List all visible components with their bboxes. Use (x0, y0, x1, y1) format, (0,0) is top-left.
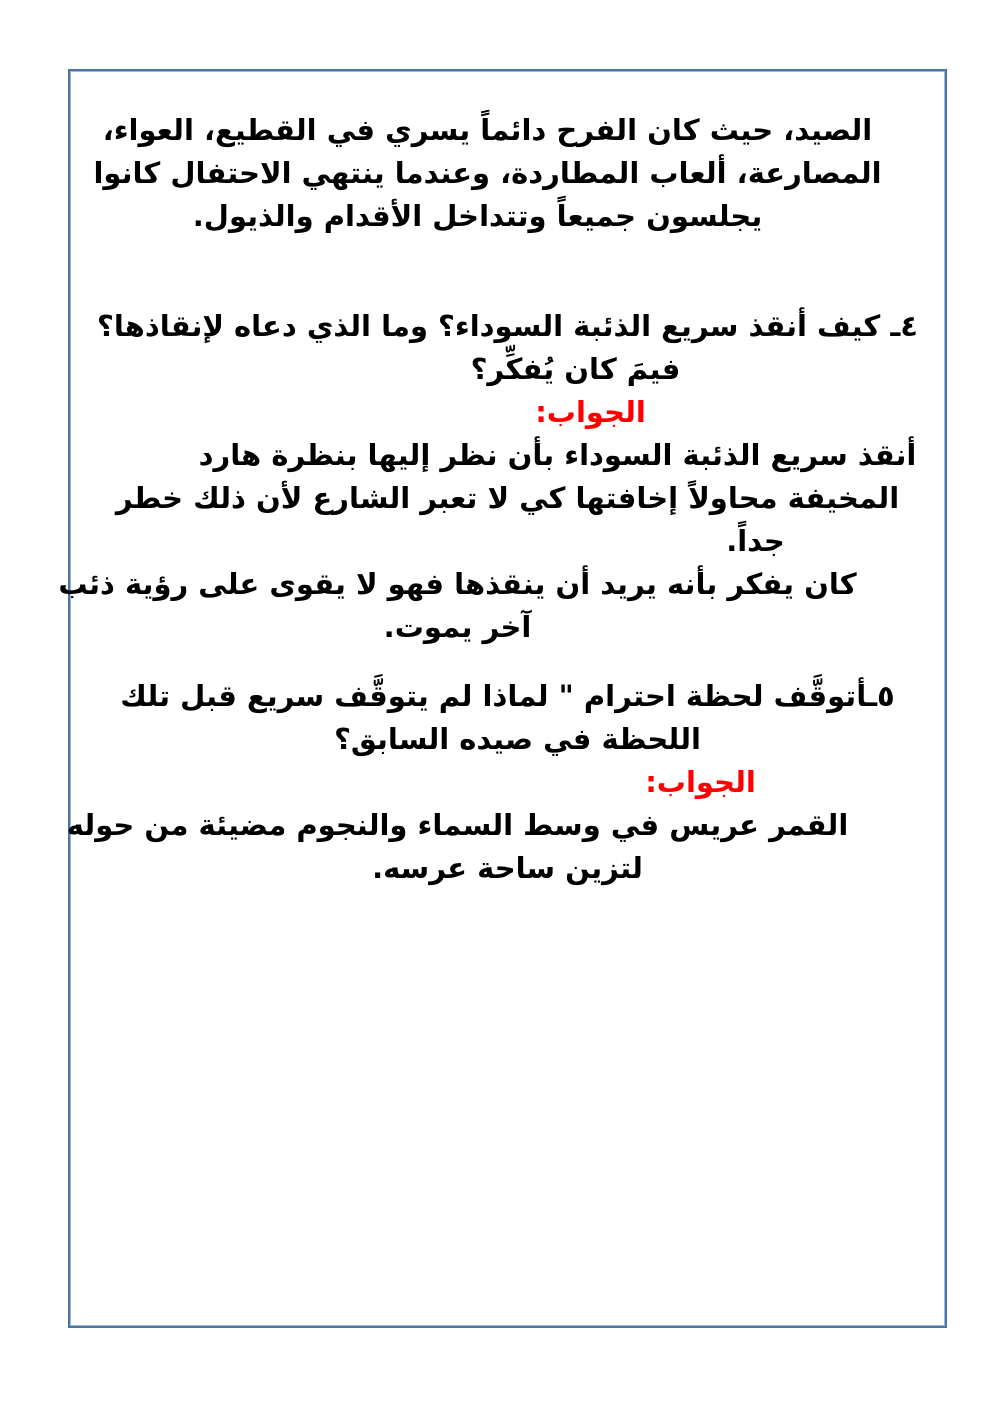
question-5-answer-label: الجواب: (645, 765, 756, 799)
question-4-answer-line-4: كان يفكر بأنه يريد أن ينقذها فهو لا يقوى على رؤية ذئب (58, 567, 857, 601)
intro-line-3: يجلسون جميعاً وتتداخل الأقدام والذيول. (192, 199, 763, 233)
document-content (58, 71, 945, 890)
question-5-line-1: ٥ـأتوقَّف لحظة احترام " لماذا لم يتوقَّف سريع قبل تلك (120, 679, 895, 713)
intro-line-1: الصيد، حيث كان الفرح دائماً يسري في القطيع، العواء، (102, 113, 873, 147)
question-4-line-2: فيمَ كان يُفكِّر؟ (470, 352, 681, 386)
page-border (58, 69, 947, 1328)
question-5-answer-line-2: لتزين ساحة عرسه. (372, 851, 643, 885)
question-4-answer-label: الجواب: (535, 395, 646, 429)
intro-line-2: المصارعة، ألعاب المطاردة، وعندما ينتهي الاحتفال كانوا (93, 156, 882, 190)
question-5-block (66, 675, 945, 890)
question-4-line-1: ٤ـ كيف أنقذ سريع الذئبة السوداء؟ وما الذي دعاه لإنقاذها؟ (97, 309, 918, 343)
question-5-answer-line-1: القمر عريس في وسط السماء والنجوم مضيئة من حوله (66, 808, 849, 842)
question-5-line-2: اللحظة في صيده السابق؟ (334, 722, 701, 756)
question-4-block (58, 305, 945, 649)
intro-paragraph (70, 109, 945, 238)
question-4-answer-line-2: المخيفة محاولاً إخافتها كي لا تعبر الشارع لأن ذلك خطر (115, 481, 900, 515)
question-4-answer-line-5: آخر يموت. (383, 610, 532, 644)
question-4-answer-line-1: أنقذ سريع الذئبة السوداء بأن نظر إليها بنظرة هارد (198, 438, 917, 472)
question-4-answer-line-3: جداً. (726, 524, 785, 558)
